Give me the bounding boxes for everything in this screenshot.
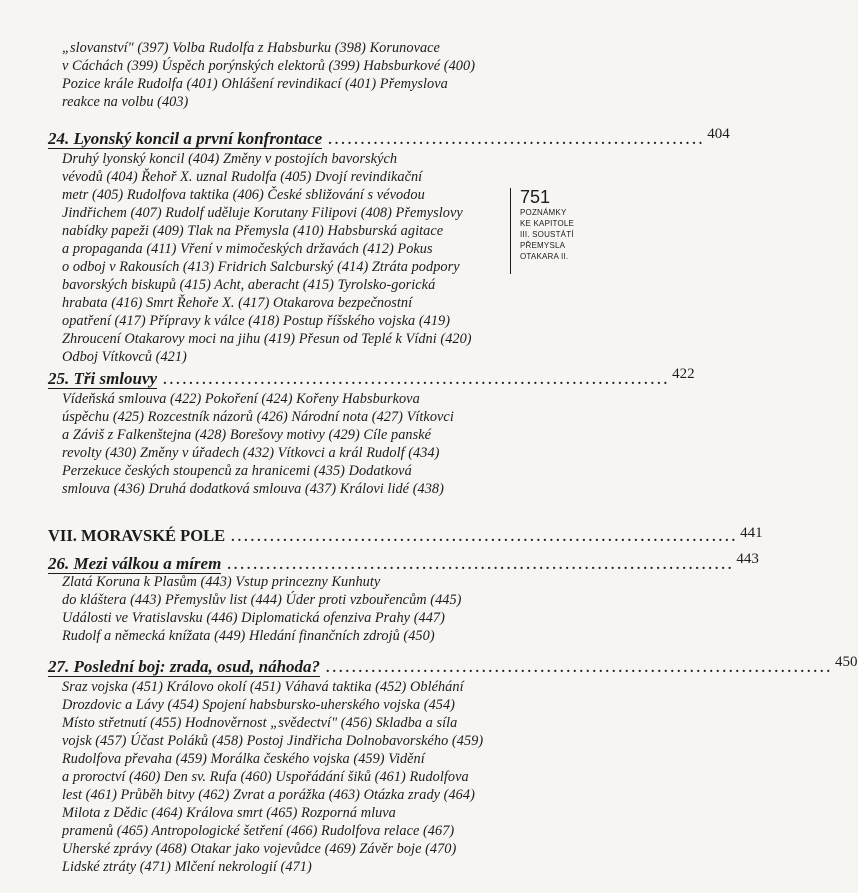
toc-line: hrabata (416) Smrt Řehoře X. (417) Otakarova bezpečnostní (62, 295, 413, 311)
chapter-page-number: 404 (707, 126, 730, 142)
chapter-title: 25. Tři smlouvy (48, 369, 158, 388)
toc-line: do kláštera (443) Přemyslův list (444) Úder proti vzbouřencům (445) (62, 592, 462, 608)
chapter-page-number: 443 (736, 551, 759, 567)
dot-leader: .............................................................................. (227, 558, 735, 573)
toc-line: a Záviš z Falkenštejna (428) Borešovy motivy (429) Cíle panské (62, 427, 432, 443)
toc-line: Lidské ztráty (471) Mlčení nekrologií (471) (62, 859, 312, 875)
chapter-heading-25 (48, 366, 695, 389)
running-header-line: III. SOUSTÁTÍ (520, 230, 574, 239)
toc-line: Vídeňská smlouva (422) Pokoření (424) Kořeny Habsburkova (62, 391, 420, 407)
chapter-heading-26 (48, 551, 759, 574)
sidebar-rule (510, 188, 511, 274)
part-title: VII. MORAVSKÉ POLE (48, 526, 226, 545)
chapter-page-number: 450 (835, 654, 858, 670)
toc-line: smlouva (436) Druhá dodatková smlouva (437) Královi lidé (438) (62, 481, 444, 497)
chapter-heading-24 (48, 126, 730, 149)
running-header-line: OTAKARA II. (520, 252, 569, 261)
toc-line: reakce na volbu (403) (62, 94, 189, 110)
toc-line: bavorských biskupů (415) Acht, aberacht (415) Tyrolsko-gorická (62, 277, 436, 293)
toc-line: Místo střetnutí (455) Hodnověrnost „svědectví" (456) Skladba a síla (62, 715, 458, 731)
toc-line: a propaganda (411) Vření v mimočeských državách (412) Pokus (62, 241, 433, 257)
toc-line: Uherské zprávy (468) Otakar jako vojevůdce (469) Závěr boje (470) (62, 841, 457, 857)
dot-leader: .............................................................................. (326, 661, 834, 676)
toc-line: v Cáchách (399) Úspěch porýnských elektorů (399) Habsburkové (400) (62, 58, 476, 74)
toc-line: Zlatá Koruna k Plasům (443) Vstup princezny Kunhuty (62, 574, 381, 590)
dot-leader: .............................................................................. (163, 373, 671, 388)
part-page-number: 441 (740, 525, 763, 541)
part-heading (48, 525, 763, 546)
toc-line: úspěchu (425) Rozcestník názorů (426) Národní nota (427) Vítkovci (62, 409, 454, 425)
toc-line: a proroctví (460) Den sv. Rufa (460) Uspořádání šiků (461) Rudolfova (62, 769, 469, 785)
toc-line: „slovanství" (397) Volba Rudolfa z Habsburku (398) Korunovace (62, 40, 440, 56)
toc-line: Rudolf a německá knížata (449) Hledání finančních zdrojů (450) (62, 628, 435, 644)
toc-line: o odboj v Rakousích (413) Fridrich Salcburský (414) Ztráta podpory (62, 259, 460, 275)
toc-line: vojsk (457) Účast Poláků (458) Postoj Jindřicha Dolnobavorského (459) (62, 733, 484, 749)
toc-line: Rudolfova převaha (459) Morálka českého vojska (459) Vidění (62, 751, 425, 767)
chapter-title: 27. Poslední boj: zrada, osud, náhoda? (48, 657, 321, 676)
toc-line: lest (461) Průběh bitvy (462) Zvrat a porážka (463) Otázka zrady (464) (62, 787, 475, 803)
toc-line: Jindřichem (407) Rudolf uděluje Korutany Filipovi (408) Přemyslovy (62, 205, 463, 221)
running-header-line: PŘEMYSLA (520, 241, 566, 250)
dot-leader: .......................................................... (328, 133, 706, 148)
chapter-title: 24. Lyonský koncil a první konfrontace (48, 129, 323, 148)
toc-line: nabídky papeži (409) Tlak na Přemysla (410) Habsburská agitace (62, 223, 444, 239)
toc-line: Zhroucení Otakarovy moci na jihu (419) Přesun od Teplé k Vídni (420) (62, 331, 472, 347)
folio-page-number: 751 (520, 187, 551, 207)
toc-line: Odboj Vítkovců (421) (62, 349, 187, 365)
chapter-page-number: 422 (672, 366, 695, 382)
toc-line: Perzekuce českých stoupenců za hranicemi (435) Dodatková (62, 463, 412, 479)
toc-line: Pozice krále Rudolfa (401) Ohlášení revindikací (401) Přemyslova (62, 76, 448, 92)
chapter-title: 26. Mezi válkou a mírem (48, 554, 222, 573)
toc-line: revolty (430) Změny v úřadech (432) Vítkovci a král Rudolf (434) (62, 445, 440, 461)
toc-line: metr (405) Rudolfova taktika (406) České sbližování s vévodou (62, 187, 425, 203)
toc-line: Druhý lyonský koncil (404) Změny v postojích bavorských (62, 151, 398, 167)
running-header-line: KE KAPITOLE (520, 219, 575, 228)
toc-line: Sraz vojska (451) Královo okolí (451) Váhavá taktika (452) Obléhání (62, 679, 464, 695)
dot-leader: .............................................................................. (231, 530, 739, 545)
toc-line: vévodů (404) Řehoř X. uznal Rudolfa (405) Dvojí revindikační (62, 169, 423, 185)
toc-line: Milota z Dědic (464) Králova smrt (465) Rozporná mluva (62, 805, 396, 821)
toc-line: opatření (417) Přípravy k válce (418) Postup říšského vojska (419) (62, 313, 451, 329)
running-header-line: POZNÁMKY (520, 208, 567, 217)
toc-line: Drozdovic a Lávy (454) Spojení habsbursko-uherského vojska (454) (62, 697, 455, 713)
chapter-heading-27 (48, 654, 858, 677)
toc-line: pramenů (465) Antropologické šetření (466) Rudolfova relace (467) (62, 823, 455, 839)
toc-line: Události ve Vratislavsku (446) Diplomatická ofenziva Prahy (447) (62, 610, 445, 626)
